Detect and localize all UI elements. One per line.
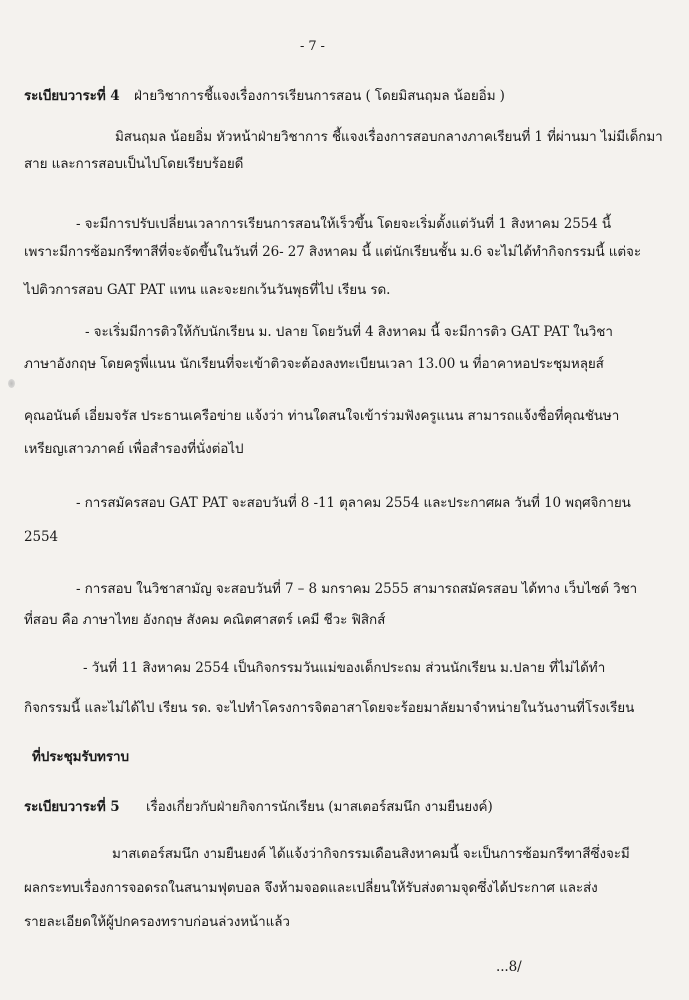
agenda-4-item-line: เหรียญเสาวภาคย์ เพื่อสำรองที่นั่งต่อไป [24,441,244,457]
agenda-5-title: เรื่องเกี่ยวกับฝ่ายกิจการนักเรียน (มาสเตอร์สมนึก งามยืนยงค์) [146,799,493,815]
agenda-4-label: ระเบียบวาระที่ 4 [24,88,120,104]
agenda-4-paragraph-line: มิสนฤมล น้อยอิ่ม หัวหน้าฝ่ายวิชาการ ชี้แจงเรื่องการสอบกลางภาคเรียนที่ 1 ที่ผ่านมา ไม่มีเด็กมา [115,129,663,145]
agenda-4-item-line: - การสมัครสอบ GAT PAT จะสอบวันที่ 8 -11 ตุลาคม 2554 และประกาศผล วันที่ 10 พฤศจิกายน [76,495,631,511]
agenda-4-item-line: ภาษาอังกฤษ โดยครูพี่แนน นักเรียนที่จะเข้าติวจะต้องลงทะเบียนเวลา 13.00 น ที่อาคาหอประชุมหลุยส์ [24,356,604,372]
agenda-4-item-line: - วันที่ 11 สิงหาคม 2554 เป็นกิจกรรมวันแม่ของเด็กประถม ส่วนนักเรียน ม.ปลาย ที่ไม่ได้ทำ [83,660,606,676]
agenda-4-item-line: เพราะมีการซ้อมกรีฑาสีที่จะจัดขึ้นในวันที่ 26- 27 สิงหาคม นี้ แต่นักเรียนชั้น ม.6 จะไม่ได้ทำกิจกรรมนี้ แต่จะ [24,244,642,260]
agenda-4-item-line: - การสอบ ในวิชาสามัญ จะสอบวันที่ 7 – 8 มกราคม 2555 สามารถสมัครสอบ ได้ทาง เว็บไซต์ วิชา [76,581,638,597]
agenda-4-item-line: - จะเริ่มมีการติวให้กับนักเรียน ม. ปลาย โดยวันที่ 4 สิงหาคม นี้ จะมีการติว GAT PAT ในวิชา [85,324,613,340]
scan-speck [8,379,15,388]
meeting-acknowledged: ที่ประชุมรับทราบ [32,749,129,765]
agenda-4-item-line: ไปติวการสอบ GAT PAT แทน และจะยกเว้นวันพุธที่ไป เรียน รด. [24,282,391,298]
continuation-marker: ...8/ [496,959,522,975]
agenda-4-item-line: - จะมีการปรับเปลี่ยนเวลาการเรียนการสอนให้เร็วขึ้น โดยจะเริ่มตั้งแต่วันที่ 1 สิงหาคม 2554 นี้ [76,216,611,232]
agenda-5-paragraph-line: รายละเอียดให้ผู้ปกครองทราบก่อนล่วงหน้าแล้ว [24,914,290,930]
agenda-4-item-line: กิจกรรมนี้ และไม่ได้ไป เรียน รด. จะไปทำโครงการจิตอาสาโดยจะร้อยมาลัยมาจำหน่ายในวันงานที่โรงเรียน [24,700,635,716]
agenda-5-paragraph-line: ผลกระทบเรื่องการจอดรถในสนามฟุตบอล จึงห้ามจอดและเปลี่ยนให้รับส่งตามจุดซึ่งได้ประกาศ และส่ง [24,880,598,896]
agenda-4-paragraph-line: สาย และการสอบเป็นไปโดยเรียบร้อยดี [24,156,244,172]
agenda-4-item-line: 2554 [24,529,58,545]
agenda-4-item-line: ที่สอบ คือ ภาษาไทย อังกฤษ สังคม คณิตศาสตร์ เคมี ชีวะ ฟิสิกส์ [24,612,386,628]
agenda-5-paragraph-line: มาสเตอร์สมนึก งามยืนยงค์ ได้แจ้งว่ากิจกรรมเดือนสิงหาคมนี้ จะเป็นการซ้อมกรีฑาสีซึ่งจะมี [112,846,630,862]
page-number: - 7 - [300,39,325,54]
agenda-5-label: ระเบียบวาระที่ 5 [24,799,120,815]
agenda-4-title: ฝ่ายวิชาการชี้แจงเรื่องการเรียนการสอน ( โดยมิสนฤมล น้อยอิ่ม ) [134,88,505,104]
agenda-4-item-line: คุณอนันต์ เอี่ยมจรัส ประธานเครือข่าย แจ้งว่า ท่านใดสนใจเข้าร่วมฟังครูแนน สามารถแจ้งชื่อที่คุณชันษา [24,408,620,424]
